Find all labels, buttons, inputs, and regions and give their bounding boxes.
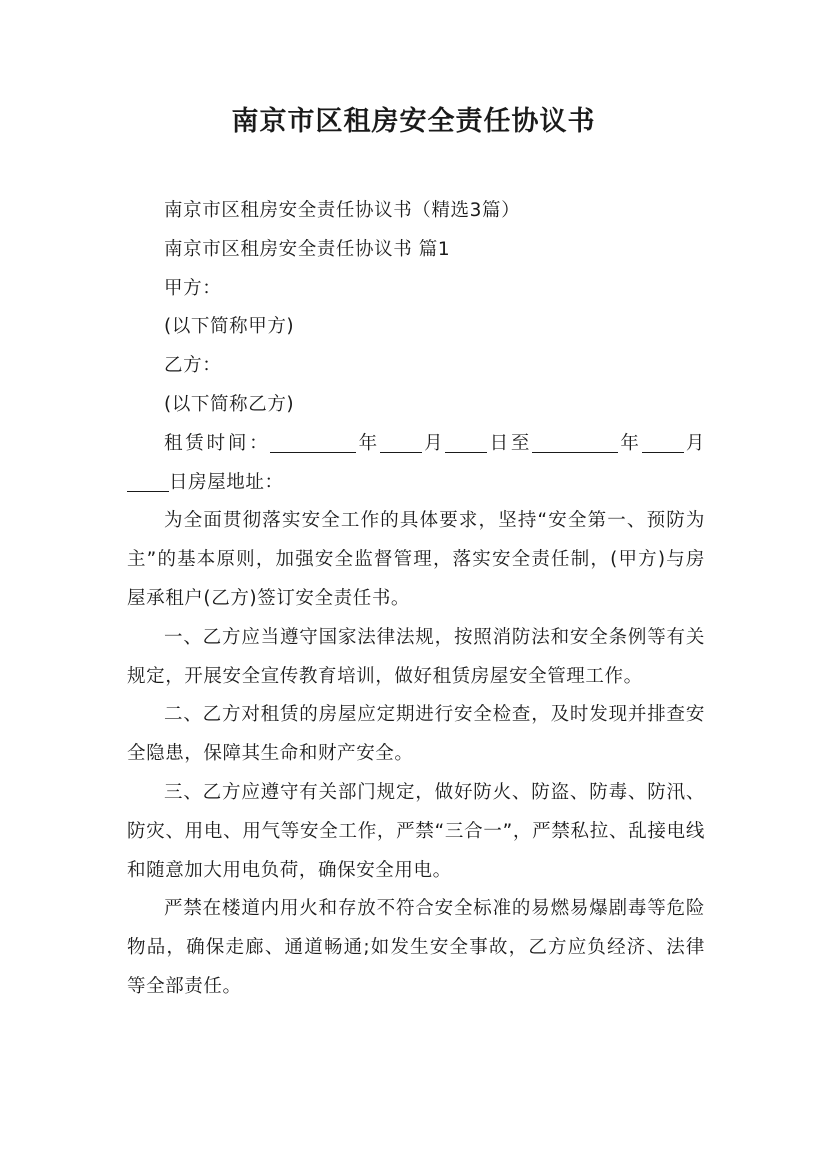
end-month-unit: 月 (683, 432, 705, 454)
party-b-note: (以下简称乙方) (164, 393, 295, 415)
lease-period-line (127, 425, 705, 503)
party-b-label: 乙方： (164, 355, 222, 377)
start-day-blank (445, 430, 487, 453)
lease-period-label: 租赁时间： (164, 432, 271, 454)
end-year-blank (532, 430, 618, 453)
clause-3: 三、乙方应遵守有关部门规定，做好防火、防盗、防毒、防汛、防灾、用电、用气等安全工作，严禁“三合一”，严禁私拉、乱接电线和随意加大用电负荷，确保安全用电。 (127, 781, 705, 881)
intro-paragraph: 为全面贯彻落实安全工作的具体要求，坚持“安全第一、预防为主”的基本原则，加强安全监督管理，落实安全责任制，(甲方)与房屋承租户(乙方)签订安全责任书。 (127, 510, 705, 609)
start-month-blank (380, 430, 422, 453)
party-a-note: (以下简称甲方) (164, 316, 295, 338)
house-address-label: 日房屋地址： (169, 471, 284, 493)
document-subtitle: 南京市区租房安全责任协议书（精选3篇） (164, 200, 521, 221)
start-month-unit: 月 (421, 432, 446, 454)
party-a-label: 甲方： (164, 277, 222, 299)
end-year-unit: 年 (618, 432, 642, 454)
start-day-to: 日至 (487, 432, 533, 454)
clause-3-continued: 严禁在楼道内用火和存放不符合安全标准的易燃易爆剧毒等危险物品，确保走廊、通道畅通;如发生安全事故，乙方应负经济、法律等全部责任。 (127, 898, 705, 997)
clause-1: 一、乙方应当遵守国家法律法规，按照消防法和安全条例等有关规定，开展安全宣传教育培训，做好租赁房屋安全管理工作。 (127, 626, 705, 687)
part-heading: 南京市区租房安全责任协议书 篇1 (164, 238, 451, 260)
start-year-blank (270, 430, 356, 453)
start-year-unit: 年 (356, 432, 380, 454)
document-body (127, 192, 705, 1007)
end-day-blank (127, 469, 169, 492)
clause-2: 二、乙方对租赁的房屋应定期进行安全检查，及时发现并排查安全隐患，保障其生命和财产安全。 (127, 704, 705, 765)
document-title: 南京市区租房安全责任协议书 (231, 106, 596, 137)
end-month-blank (642, 430, 684, 453)
